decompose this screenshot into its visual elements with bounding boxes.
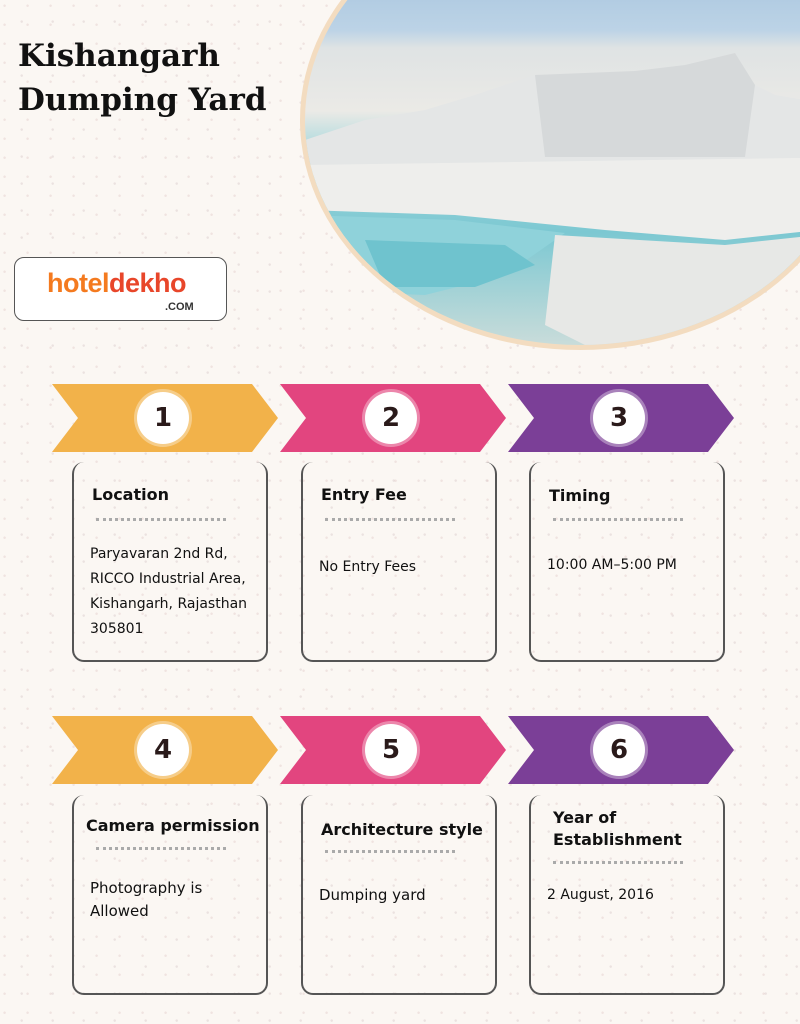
info-card-entry-fee xyxy=(301,462,497,662)
step-banner-4 xyxy=(52,716,278,784)
info-card-year-of-establishment xyxy=(529,795,725,995)
divider xyxy=(96,518,226,521)
card-text: 2 August, 2016 xyxy=(547,887,654,903)
card-heading: Location xyxy=(92,485,169,504)
card-text: 10:00 AM–5:00 PM xyxy=(547,557,677,573)
step-number-1: 1 xyxy=(137,392,189,444)
logo-text-dekho: dekho xyxy=(109,268,187,298)
divider xyxy=(553,518,683,521)
step-banner-1 xyxy=(52,384,278,452)
step-banner-6 xyxy=(508,716,734,784)
divider xyxy=(96,847,226,850)
card-text: Photography is Allowed xyxy=(90,879,203,920)
card-heading: Year of Establishment xyxy=(553,808,682,849)
divider xyxy=(553,861,683,864)
step-banner-3 xyxy=(508,384,734,452)
step-number-5: 5 xyxy=(365,724,417,776)
card-text: Dumping yard xyxy=(319,886,426,904)
card-heading: Camera permission xyxy=(86,816,260,835)
step-number-4: 4 xyxy=(137,724,189,776)
landmark-photo xyxy=(300,0,800,350)
card-heading: Timing xyxy=(549,486,611,505)
step-number-2: 2 xyxy=(365,392,417,444)
card-heading: Entry Fee xyxy=(321,485,407,504)
card-text: No Entry Fees xyxy=(319,559,416,575)
step-number-6: 6 xyxy=(593,724,645,776)
divider xyxy=(325,518,455,521)
info-card-architecture-style xyxy=(301,795,497,995)
logo-suffix: .COM xyxy=(165,301,194,313)
title-line-1: Kishangarh xyxy=(18,38,220,74)
hoteldekho-logo[interactable] xyxy=(14,257,227,321)
title-line-2: Dumping Yard xyxy=(18,82,267,118)
logo-text-hotel: hotel xyxy=(47,268,109,298)
step-banner-2 xyxy=(280,384,506,452)
divider xyxy=(325,850,455,853)
card-text: Paryavaran 2nd Rd, RICCO Industrial Area, Kishangarh, Rajasthan 305801 xyxy=(90,546,248,637)
info-card-camera-permission xyxy=(72,795,268,995)
step-number-3: 3 xyxy=(593,392,645,444)
card-heading: Architecture style xyxy=(321,820,483,839)
page-title xyxy=(18,34,267,122)
info-card-timing xyxy=(529,462,725,662)
step-banner-5 xyxy=(280,716,506,784)
info-card-location xyxy=(72,462,268,662)
